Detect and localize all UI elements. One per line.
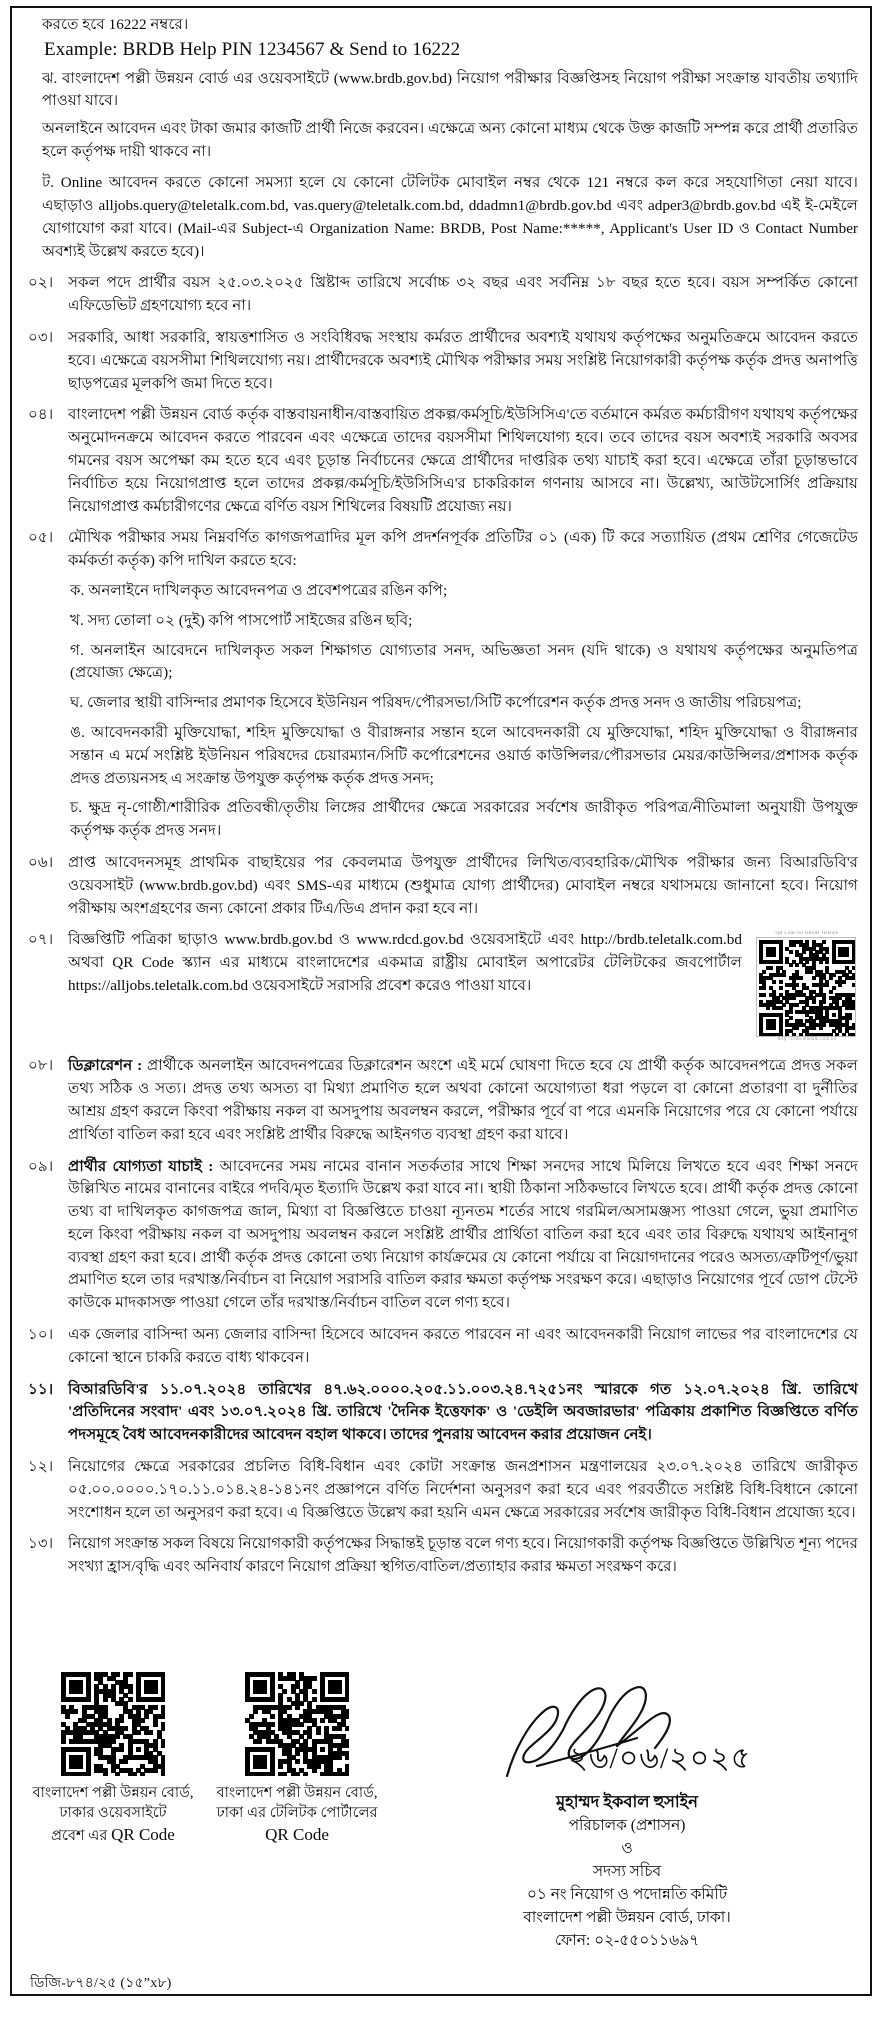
clause-02 <box>28 272 858 318</box>
clause-03-text: সরকারি, আধা সরকারি, স্বায়ত্তশাসিত ও সংবিধিবদ্ধ সংস্থায় কর্মরত প্রার্থীদের অবশ্যই যথাযথ কর্তৃপক্ষের অনুমতিক্রমে আবেদন করতে হবে। এক্ষেত্রে বয়সসীমা শিথিলযোগ্য নয়। প্রার্থীদেরকে অবশ্যই মৌখিক পরীক্ষার সময় সংশ্লিষ্ট নিয়োগকারী কর্তৃপক্ষ কর্তৃক প্রদত্ত অনাপত্তি ছাড়পত্রের মূলকপি জমা দিতে হবে। <box>68 328 858 392</box>
clause-12 <box>28 1456 858 1524</box>
qr-website-caption-line3-en: QR Code <box>111 1825 175 1845</box>
intro-continuation-line: করতে হবে 16222 নম্বরে। <box>42 16 189 33</box>
clause-07-number: ০৭। <box>28 931 54 949</box>
clause-06-number: ০৬। <box>28 853 54 871</box>
clause-04-text: বাংলাদেশ পল্লী উন্নয়ন বোর্ড কর্তৃক বাস্তবায়নাধীন/বাস্তবায়িত প্রকল্প/কর্মসূচি/ইউসিসিএ'তে বর্তমানে কর্মরত কর্মচারীগণ যথাযথ কর্তৃপক্ষের অনুমোদনক্রমে আবেদন করতে পারবেন এবং এক্ষেত্রে তাদের বয়সসীমা শিথিলযোগ্য হবে। তবে তাদের বয়স অবশ্যই সরকারি অবসর গমনের বয়স অপেক্ষা কম হতে হবে এবং চূড়ান্ত নির্বাচনের ক্ষেত্রে প্রার্থীদের দাপ্তরিক তথ্য যাচাই করা হবে। এক্ষেত্রে তাঁরা চূড়ান্তভাবে নির্বাচিত হয়ে নিয়োগপ্রাপ্ত হলে তাদের প্রকল্প/কর্মসূচি/ইউসিসিএ'র চাকরিকাল গণনায় আসবে না। উল্লেখ্য, আউটসোর্সিং প্রক্রিয়ায় নিয়োগপ্রাপ্ত কর্মচারীগণের ক্ষেত্রে বর্ণিত বয়স শিথিলের বিষয়টি প্রযোজ্য নয়। <box>68 406 858 515</box>
qr-teletalk-caption-line2: ঢাকা এর টেলিটক পোর্টালের <box>216 1805 378 1822</box>
clause-05-sub-ga: গ. অনলাইন আবেদনে দাখিলকৃত সকল শিক্ষাগত যোগ্যতার সনদ, অভিজ্ঞতা সনদ (যদি থাকে) ও যথাযথ কর্তৃপক্ষের অনুমতিপত্র (প্রযোজ্য ক্ষেত্রে); <box>70 641 858 682</box>
clause-05-sub-gha: ঘ. জেলার স্থায়ী বাসিন্দার প্রমাণক হিসেবে ইউনিয়ন পরিষদ/পৌরসভা/সিটি কর্পোরেশন কর্তৃক প্রদত্ত সনদ ও জাতীয় পরিচয়পত্র; <box>70 694 802 712</box>
clause-09-number: ০৯। <box>28 1157 54 1175</box>
qr-block-website <box>28 1672 198 1847</box>
signature-mark <box>396 1678 858 1788</box>
qr-website-caption-line1: বাংলাদেশ পল্লী উন্নয়ন বোর্ড, <box>32 1785 194 1801</box>
clause-03-number: ০৩। <box>28 328 54 346</box>
clause-12-text: নিয়োগের ক্ষেত্রে সরকারের প্রচলিত বিধি-বিধান এবং কোটা সংক্রান্ত জনপ্রশাসন মন্ত্রণালয়ের ২৩.০৭.২০২৪ তারিখে জারীকৃত ০৫.০০.০০০০.১৭০.১১.০১৪.২৪-১৪১নং প্রজ্ঞাপনে বর্ণিত নির্দেশনা অনুসরণ করা হবে এবং পরবর্তীতে সংশ্লিষ্ট বিধি-বিধানে কোনো সংশোধন হলে তা অনুসরণ করা হবে। এ বিজ্ঞপ্তিতে উল্লেখ করা হয়নি এমন ক্ষেত্রে সরকারের সর্বশেষ জারীকৃত বিধি-বিধান প্রযোজ্য হবে। <box>68 1458 858 1521</box>
signatory-phone: ফোন: ০২-৫৫০১১৬৯৭ <box>554 1932 700 1950</box>
inline-qr-caption-bottom: http://brdb.teletalk.com.bd <box>777 1036 837 1042</box>
clause-11-text: বিআরডিবি'র ১১.০৭.২০২৪ তারিখের ৪৭.৬২.০০০০.২০৫.১১.০০৩.২৪.৭২৫১নং স্মারকে গত ১২.০৭.২০২৪ খ্রি. তারিখে 'প্রতিদিনের সংবাদ' এবং ১৩.০৭.২০২৪ খ্রি. তারিখে 'দৈনিক ইত্তেফাক' ও 'ডেইলি অবজারভার' পত্রিকায় প্রকাশিত বিজ্ঞপ্তিতে বর্ণিত পদসমূহে বৈধ আবেদনকারীদের আবেদন বহাল থাকবে। তাদের পুনরায় আবেদন করার প্রয়োজন নেই। <box>68 1380 858 1444</box>
qr-code-website-icon <box>61 1672 165 1776</box>
clause-05-sub-cha: চ. ক্ষুদ্র নৃ-গোষ্ঠী/শারীরিক প্রতিবন্ধী/তৃতীয় লিঙ্গের প্রার্থীদের ক্ষেত্রে সরকারের সর্বশেষ জারীকৃত পরিপত্র/নীতিমালা অনুযায়ী উপযুক্ত কর্তৃপক্ষ কর্তৃক প্রদত্ত সনদ। <box>70 799 858 840</box>
signature-block <box>396 1672 858 1952</box>
qr-code-teletalk-icon <box>245 1672 349 1776</box>
signatory-designation: পরিচালক (প্রশাসন) <box>568 1816 686 1834</box>
clause-07-text: বিজ্ঞপ্তিটি পত্রিকা ছাড়াও www.brdb.gov.bd ও www.rdcd.gov.bd ওয়েবসাইটে এবং http://brdb.teletalk.com.bd অথবা QR Code স্ক্যান এর মাধ্যমে বাংলাদেশের একমাত্র রাষ্ট্রীয় মোবাইল অপারেটর টেলিটকের জবপোর্টাল https://alljobs.teletalk.com.bd ওয়েবসাইটে সরাসরি প্রবেশ করেও পাওয়া যাবে। <box>68 931 742 994</box>
clause-05-sub-uo: ঙ. আবেদনকারী মুক্তিযোদ্ধা, শহিদ মুক্তিযোদ্ধা ও বীরাঙ্গনার সন্তান হলে আবেদনকারী যে মুক্তিযোদ্ধা, শহিদ মুক্তিযোদ্ধা ও বীরাঙ্গনার সন্তান এ মর্মে সংশ্লিষ্ট ইউনিয়ন পরিষদের চেয়ারম্যান/সিটি কর্পোরেশনের ওয়ার্ড কাউন্সিলর/পৌরসভার মেয়র/কাউন্সিলর/প্রশাসক কর্তৃক প্রদত্ত প্রত্যয়নসহ এ সংক্রান্ত উপযুক্ত কর্তৃপক্ষ কর্তৃক প্রদত্ত সনদ; <box>70 723 858 787</box>
clause-07 <box>28 929 858 1046</box>
document-footer-block <box>28 1672 858 1952</box>
inline-qr-caption-top: QR Code for BRDB Teletalk <box>775 931 839 937</box>
clause-10 <box>28 1324 858 1370</box>
document-content <box>28 14 858 1579</box>
clause-08 <box>28 1055 858 1146</box>
inline-qr-frame <box>756 937 856 1037</box>
clause-04 <box>28 404 858 518</box>
clause-05-number: ০৫। <box>28 529 54 547</box>
clause-04-number: ০৪। <box>28 406 54 424</box>
clause-05 <box>28 527 858 843</box>
sms-example-line: Example: BRDB Help PIN 1234567 & Send to 16222 <box>44 38 461 60</box>
clause-08-text: প্রার্থীকে অনলাইন আবেদনপত্রের ডিক্লারেশন অংশে এই মর্মে ঘোষণা দিতে হবে যে প্রার্থী কর্তৃক আবেদনপত্রে প্রদত্ত সকল তথ্য সঠিক ও সত্য। প্রদত্ত তথ্য অসত্য বা মিথ্যা প্রমাণিত হলে অথবা কোনো অযোগ্যতা ধরা পড়লে বা কোনো প্রতারণা বা দুর্নীতির আশ্রয় গ্রহণ করলে কিংবা পরীক্ষায় নকল বা অসদুপায় অবলম্বন করলে, পরীক্ষার পূর্বে বা পরে এমনকি নিয়োগের পরে যে কোনো পর্যায়ে প্রার্থিতা বাতিল করা হবে এবং সংশ্লিষ্ট প্রার্থীর বিরুদ্ধে আইনগত ব্যবস্থা গ্রহণ করা যাবে। <box>68 1057 858 1143</box>
clause-13-number: ১৩। <box>28 1535 54 1553</box>
clause-02-number: ০২। <box>28 274 54 292</box>
clause-09-text: আবেদনের সময় নামের বানান সতর্কতার সাথে শিক্ষা সনদের সাথে মিলিয়ে লিখতে হবে এবং শিক্ষা সনদে উল্লিখিত নামের বানানের বাইরে পদবি/মৃত ইত্যাদি উল্লেখ করা যাবে না। স্থায়ী ঠিকানা সঠিকভাবে লিখতে হবে। প্রার্থী কর্তৃক প্রদত্ত কোনো তথ্য বা দাখিলকৃত কাগজপত্র জাল, মিথ্যা বা বিজ্ঞপ্তিতে চাওয়া ন্যূনতম শর্তের সাথে গরমিল/অসামঞ্জস্য পাওয়া গেলে, ভুয়া প্রমাণিত হলে কিংবা পরীক্ষায় নকল বা অসদুপায় অবলম্বন করলে সংশ্লিষ্ট প্রার্থীর প্রার্থিতা বাতিল করা হবে এবং তার বিরুদ্ধে যথাযথ আইনানুগ ব্যবস্থা গ্রহণ করা হবে। প্রার্থী কর্তৃক প্রদত্ত কোনো তথ্য নিয়োগ কার্যক্রমের যে কোনো পর্যায়ে বা নিয়োগদানের পরেও অসত্য/ত্রুটিপূর্ণ/ভুয়া প্রমাণিত হলে তার দরখাস্ত/নির্বাচন বা নিয়োগ সরাসরি বাতিল করার ক্ষমতা কর্তৃপক্ষ সংরক্ষণ করে। এছাড়াও নিয়োগের পূর্বে ডোপ টেস্টে কাউকে মাদকাসক্ত পাওয়া গেলে তাঁর দরখাস্ত/নির্বাচন বাতিল বলে গণ্য হবে। <box>68 1157 858 1312</box>
clause-08-number: ০৮। <box>28 1057 54 1075</box>
clause-05-text: মৌখিক পরীক্ষার সময় নিম্নবর্ণিত কাগজপত্রাদির মূল কপি প্রদর্শনপূর্বক প্রতিটির ০১ (এক) টি করে সত্যায়িত (প্রথম শ্রেণির গেজেটেড কর্মকর্তা কর্তৃক) কপি দাখিল করতে হবে: <box>68 529 858 570</box>
qr-teletalk-caption-line1: বাংলাদেশ পল্লী উন্নয়ন বোর্ড, <box>216 1785 378 1801</box>
clause-06-text: প্রাপ্ত আবেদনসমূহ প্রাথমিক বাছাইয়ের পর কেবলমাত্র উপযুক্ত প্রার্থীদের লিখিত/ব্যবহারিক/মৌখিক পরীক্ষার জন্য বিআরডিবি'র ওয়েবসাইট (www.brdb.gov.bd) এবং SMS-এর মাধ্যমে (শুধুমাত্র যোগ্য প্রার্থীদের) মোবাইল নম্বরে যথাসময়ে জানানো হবে। নিয়োগ পরীক্ষায় অংশগ্রহণের জন্য কোনো প্রকার টিএ/ডিএ প্রদান করা হবে না। <box>68 853 858 917</box>
qr-teletalk-caption <box>212 1783 382 1847</box>
intro-online-payment-note: অনলাইনে আবেদন এবং টাকা জমার কাজটি প্রার্থী নিজে করবেন। এক্ষেত্রে অন্য কোনো মাধ্যম থেকে উক্ত কাজটি সম্পন্ন করে প্রার্থী প্রতারিত হলে কর্তৃপক্ষ দায়ী থাকবে না। <box>42 120 858 161</box>
qr-code-icon <box>759 940 855 1036</box>
clause-03 <box>28 327 858 395</box>
clause-13-text: নিয়োগ সংক্রান্ত সকল বিষয়ে নিয়োগকারী কর্তৃপক্ষের সিদ্ধান্তই চূড়ান্ত বলে গণ্য হবে। নিয়োগকারী কর্তৃপক্ষ বিজ্ঞপ্তিতে উল্লিখিত শূন্য পদের সংখ্যা হ্রাস/বৃদ্ধি এবং অনিবার্য কারণে নিয়োগ প্রক্রিয়া স্থগিত/বাতিল/প্রত্যাহার করার ক্ষমতা সংরক্ষণ করে। <box>68 1535 858 1576</box>
clause-09 <box>28 1156 858 1316</box>
signatory-committee: ০১ নং নিয়োগ ও পদোন্নতি কমিটি <box>526 1886 728 1904</box>
inline-qr-code-block <box>756 931 858 1042</box>
signatory-conjunction: ও <box>621 1839 633 1857</box>
qr-teletalk-caption-line3-en: QR Code <box>265 1825 329 1845</box>
signatory-role: সদস্য সচিব <box>592 1863 662 1880</box>
clause-08-label: ডিক্লারেশন : <box>68 1057 143 1075</box>
clause-11-number: ১১। <box>28 1380 54 1398</box>
clause-05-sub-ka: ক. অনলাইনে দাখিলকৃত আবেদনপত্র ও প্রবেশপত্রের রঙিন কপি; <box>70 581 448 599</box>
clause-ta-contact: ট. Online আবেদন করতে কোনো সমস্যা হলে যে কোনো টেলিটক মোবাইল নম্বর থেকে 121 নম্বরে কল করে সহযোগিতা নেয়া যাবে। এছাড়াও alljobs.query@teletalk.com.bd, vas.query@teletalk.com.bd, ddadmn1@brdb.gov.bd এবং adper3@brdb.gov.bd এই ই-মেইলে যোগাযোগ করা যাবে। (Mail-এর Subject-এ Organization Name: BRDB, Post Name:*****, Applicant's User ID ও Contact Number অবশ্যই উল্লেখ করতে হবে)। <box>42 174 858 261</box>
qr-website-caption <box>28 1783 198 1847</box>
clause-10-text: এক জেলার বাসিন্দা অন্য জেলার বাসিন্দা হিসেবে আবেদন করতে পারবেন না এবং আবেদনকারী নিয়োগ লাভের পর বাংলাদেশের যে কোনো স্থানে চাকরি করতে বাধ্য থাকবেন। <box>68 1326 858 1366</box>
qr-website-caption-line3-bn: প্রবেশ এর <box>51 1828 108 1845</box>
signatory-office: বাংলাদেশ পল্লী উন্নয়ন বোর্ড, ঢাকা। <box>523 1909 731 1927</box>
print-code: ডিজি-৮৭৪/২৫ (১৫”x৮) <box>30 1976 172 1991</box>
qr-block-teletalk <box>212 1672 382 1847</box>
qr-website-caption-line2: ঢাকার ওয়েবসাইটে <box>59 1805 167 1822</box>
clause-12-number: ১২। <box>28 1458 54 1476</box>
signatory-name: মুহাম্মদ ইকবাল হুসাইন <box>556 1792 698 1811</box>
signature-date: ২৬/০৬/২০২৫ <box>568 1742 752 1775</box>
clause-11 <box>28 1379 858 1447</box>
clause-10-number: ১০। <box>28 1326 54 1344</box>
clause-09-label: প্রার্থীর যোগ্যতা যাচাই : <box>68 1157 214 1175</box>
clause-05-sub-kha: খ. সদ্য তোলা ০২ (দুই) কপি পাসপোর্ট সাইজের রঙিন ছবি; <box>70 611 413 629</box>
clause-13 <box>28 1533 858 1579</box>
clause-06 <box>28 852 858 920</box>
clause-02-text: সকল পদে প্রার্থীর বয়স ২৫.০৩.২০২৫ খ্রিষ্টাব্দ তারিখে সর্বোচ্চ ৩২ বছর এবং সর্বনিম্ন ১৮ বছর হতে হবে। বয়স সম্পর্কিত কোনো এফিডেভিট গ্রহণযোগ্য হবে না। <box>68 274 858 315</box>
clause-jha: ঝ. বাংলাদেশ পল্লী উন্নয়ন বোর্ড এর ওয়েবসাইটে (www.brdb.gov.bd) নিয়োগ পরীক্ষার বিজ্ঞপ্তিসহ নিয়োগ পরীক্ষা সংক্রান্ত যাবতীয় তথ্যাদি পাওয়া যাবে। <box>42 70 858 109</box>
